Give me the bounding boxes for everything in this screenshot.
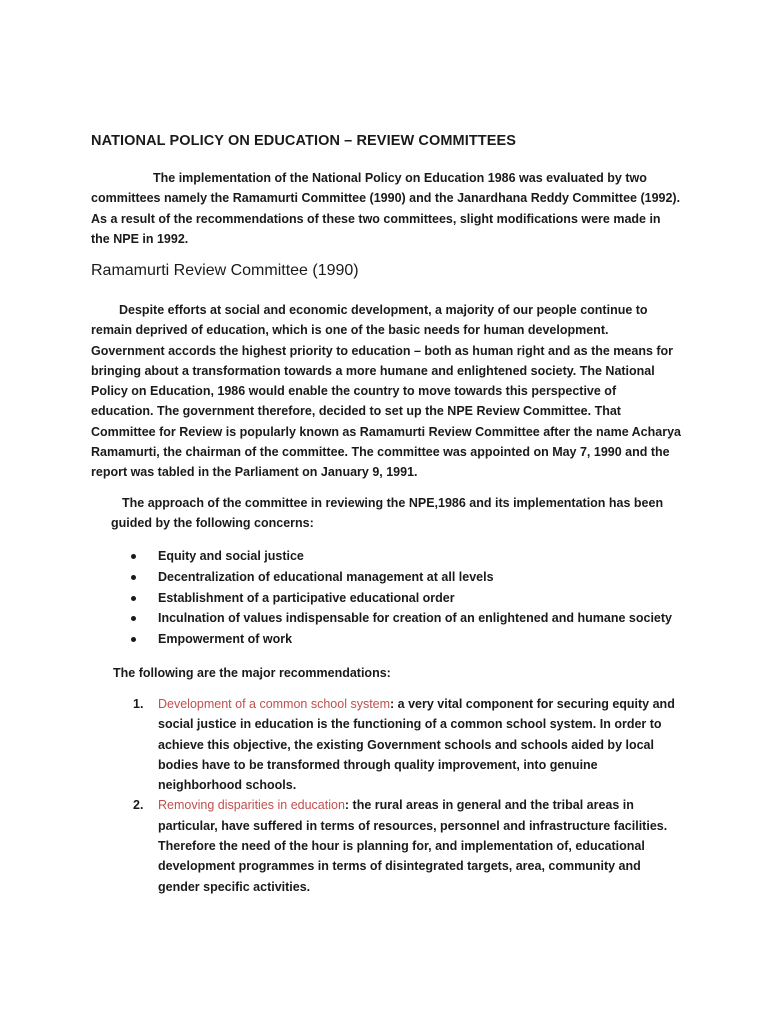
intro-paragraph: The implementation of the National Policy on Education 1986 was evaluated by two committees namely the Ramamurti Committee (1990) and the Janardhana Reddy Committee (1992). As a result of the recommendations of these two committees, slight modifications were made in the NPE in 1992. [91, 171, 681, 246]
recommendation-text: : the rural areas in general and the tribal areas in particular, have suffered in terms of resources, personnel and infrastructure facilities. Therefore the need of the hour is planning for, and implementation of, educational development programmes in terms of disintegrated targets, area, community and gender specific activities. [158, 798, 668, 894]
list-item [131, 588, 672, 609]
list-item [131, 546, 672, 567]
approach-paragraph: The approach of the committee in reviewing the NPE,1986 and its implementation has been guided by the following concerns: [111, 496, 664, 531]
concern-text: Inculnation of values indispensable for creation of an enlightened and humane society [158, 611, 672, 626]
recommendations-list [133, 694, 678, 897]
list-item [131, 567, 672, 588]
recommendations-intro: The following are the major recommendations: [113, 666, 391, 680]
recommendation-heading: Removing disparities in education [158, 798, 345, 813]
concerns-list [131, 546, 672, 650]
bullet-icon [131, 637, 136, 642]
concern-text: Equity and social justice [158, 549, 304, 563]
bullet-icon [131, 616, 136, 621]
recommendation-heading: Development of a common school system [158, 697, 391, 711]
concern-text: Establishment of a participative educational order [158, 590, 455, 605]
concern-text: Empowerment of work [158, 632, 293, 647]
page-title: NATIONAL POLICY ON EDUCATION – REVIEW COMMITTEES [91, 133, 517, 149]
section-heading: Ramamurti Review Committee (1990) [91, 262, 359, 279]
bullet-icon [131, 575, 136, 580]
recommendation-item [133, 694, 678, 795]
recommendation-text: : a very vital component for securing equity and social justice in education is the functioning of a common school system. In order to achieve this objective, the existing Government schools and schools aided by local bodies have to be transformed through quality improvement, into genuine neighborhood schools. [158, 697, 675, 793]
recommendation-number: 1. [133, 697, 144, 711]
list-item [131, 608, 672, 629]
bullet-icon [131, 554, 136, 559]
concern-text: Decentralization of educational management at all levels [158, 569, 494, 584]
recommendation-number: 2. [133, 798, 144, 813]
list-item [131, 629, 672, 650]
ramamurti-paragraph: Despite efforts at social and economic development, a majority of our people continue to remain deprived of education, which is one of the basic needs for human development. Government accords the highest priority to education – both as human right and as the means for bringing about a transformation towards a more humane and enlightened society. The National Policy on Education, 1986 would enable the country to move towards this perspective of education. The government therefore, decided to set up the NPE Review Committee. That Committee for Review is popularly known as Ramamurti Review Committee after the name Acharya Ramamurti, the chairman of the committee. The committee was appointed on May 7, 1990 and the report was tabled in the Parliament on January 9, 1991. [91, 303, 681, 480]
bullet-icon [131, 596, 136, 601]
recommendation-item [133, 795, 678, 896]
